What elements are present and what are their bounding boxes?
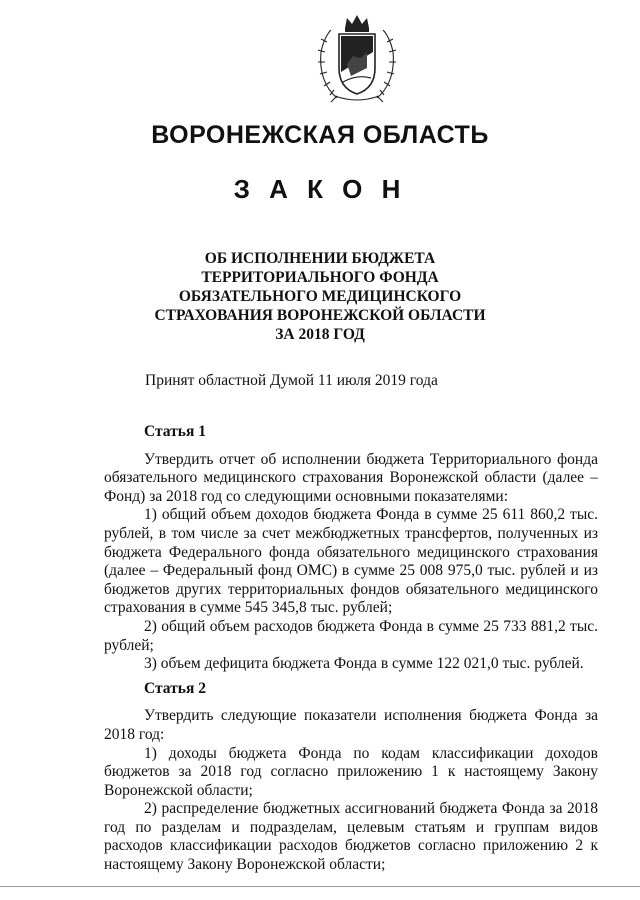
title-line: СТРАХОВАНИЯ ВОРОНЕЖСКОЙ ОБЛАСТИ (154, 307, 486, 324)
article-2-item-2: 2) распределение бюджетных ассигнований бюджета Фонда за 2018 год по разделам и подразделам, целевым статьям и группам видов расходов классификации расходов бюджетов согласно приложению 2 к настоящему Закону Воронежской области; (104, 800, 598, 874)
article-1-intro: Утвердить отчет об исполнении бюджета Территориального фонда обязательного медицинского страхования Воронежской области (далее – Фонд) за 2018 год со следующими основными показателями: (104, 450, 598, 505)
article-2-heading: Статья 2 (144, 679, 206, 697)
title-line: ОБ ИСПОЛНЕНИИ БЮДЖЕТА (204, 250, 436, 267)
coat-of-arms-icon (307, 12, 407, 104)
article-1-item-3: 3) объем дефицита бюджета Фонда в сумме 122 021,0 тыс. рублей. (144, 655, 584, 673)
title-line: ЗА 2018 ГОД (275, 326, 365, 343)
law-body (104, 423, 598, 875)
article-1-item-1: 1) общий объем доходов бюджета Фонда в сумме 25 611 860,2 тыс. рублей, в том числе за счет межбюджетных трансфертов, полученных из бюджета Федерального фонда обязательного медицинского страхования (далее – Федеральный фонд ОМС) в сумме 25 008 975,0 тыс. рублей и из бюджетов других территориальных фондов обязательного медицинского страхования в сумме 545 345,8 тыс. рублей; (104, 506, 598, 617)
document-type: З А К О Н (233, 174, 407, 204)
title-line: ТЕРРИТОРИАЛЬНОГО ФОНДА (201, 269, 439, 286)
title-line: ОБЯЗАТЕЛЬНОГО МЕДИЦИНСКОГО (178, 288, 462, 305)
article-2-intro: Утвердить следующие показатели исполнения бюджета Фонда за 2018 год: (104, 707, 598, 743)
page-edge-line (0, 886, 640, 887)
law-title (0, 249, 640, 344)
article-1-heading: Статья 1 (144, 423, 206, 440)
article-2-item-1: 1) доходы бюджета Фонда по кодам классификации доходов бюджетов за 2018 год согласно приложению 1 к настоящему Закону Воронежской области; (104, 744, 598, 799)
adoption-date: Принят областной Думой 11 июля 2019 года (145, 372, 438, 389)
region-name: ВОРОНЕЖСКАЯ ОБЛАСТЬ (151, 121, 489, 149)
article-1-item-2: 2) общий объем расходов бюджета Фонда в сумме 25 733 881,2 тыс. рублей; (104, 617, 598, 654)
